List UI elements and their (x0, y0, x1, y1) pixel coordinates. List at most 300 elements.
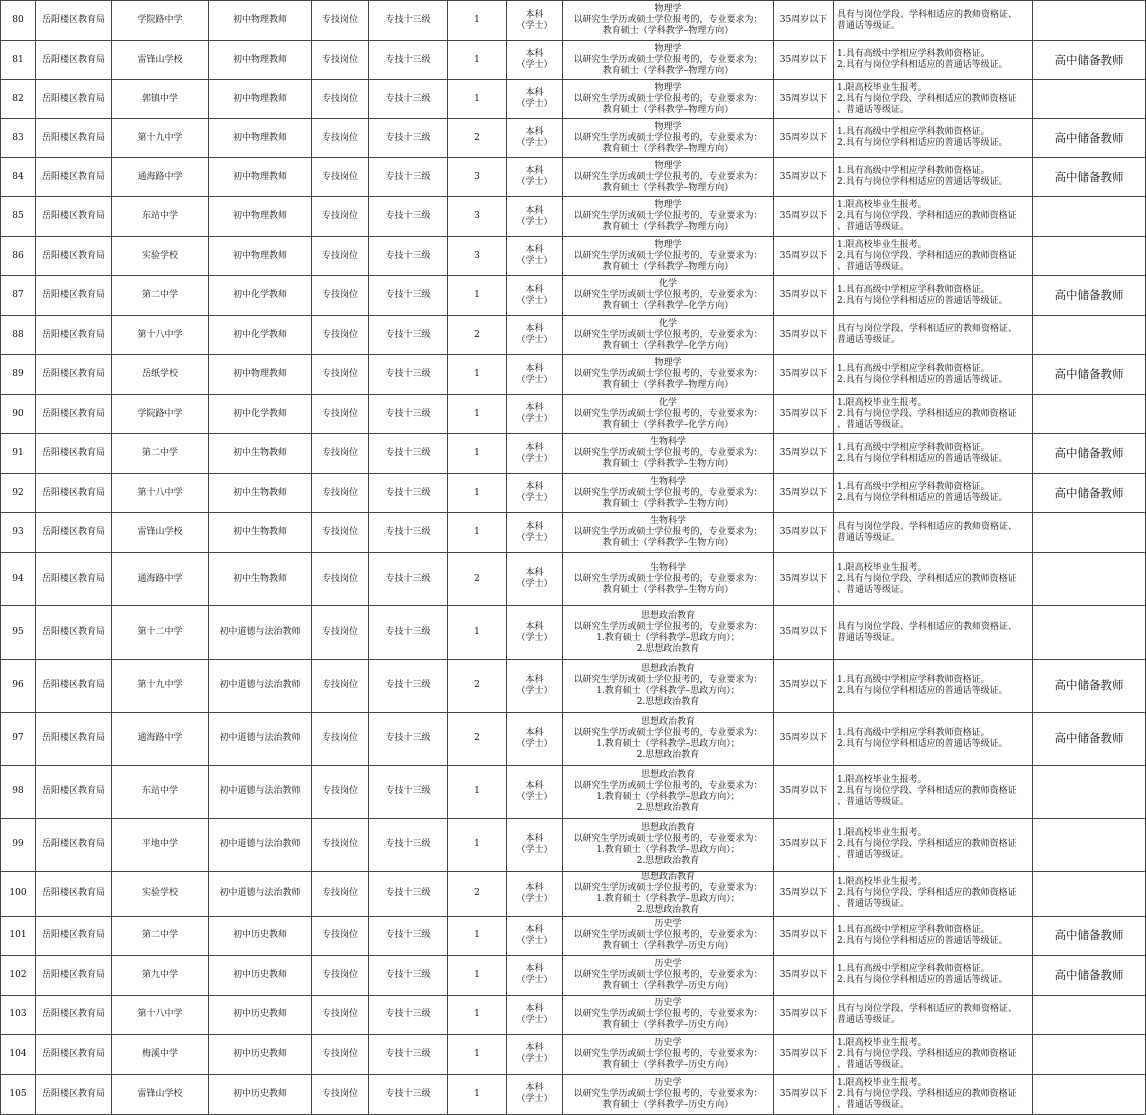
cell-note (1033, 316, 1146, 355)
cell-count: 2 (448, 316, 507, 355)
cell-age: 35周岁以下 (774, 513, 834, 553)
cell-note: 高中储备教师 (1033, 355, 1146, 395)
cell-requirements: 具有与岗位学段、学科相适应的教师资格证、 普通话等级证。 (834, 995, 1033, 1034)
cell-no: 80 (1, 1, 36, 41)
cell-department: 岳阳楼区教育局 (36, 1034, 112, 1074)
cell-major: 物理学 以研究生学历或硕士学位报考的，专业要求为： 教育硕士（学科教学–物理方向） (563, 237, 774, 276)
cell-no: 104 (1, 1034, 36, 1074)
cell-requirements: 1.限高校毕业生报考。 2.具有与岗位学段、学科相适应的教师资格证 、普通话等级证。 (834, 80, 1033, 119)
cell-age: 35周岁以下 (774, 712, 834, 765)
cell-department: 岳阳楼区教育局 (36, 712, 112, 765)
table-row (1, 765, 1146, 818)
cell-post-type: 专技岗位 (312, 395, 369, 434)
table-row (1, 1, 1146, 41)
cell-position: 初中道德与法治教师 (209, 606, 312, 659)
cell-department: 岳阳楼区教育局 (36, 474, 112, 513)
cell-age: 35周岁以下 (774, 1, 834, 41)
cell-position: 初中道德与法治教师 (209, 659, 312, 712)
cell-post-level: 专技十三级 (369, 355, 448, 395)
cell-count: 1 (448, 1034, 507, 1074)
cell-note (1033, 197, 1146, 237)
cell-education: 本科 （学士） (507, 995, 563, 1034)
cell-position: 初中物理教师 (209, 80, 312, 119)
cell-major: 历史学 以研究生学历或硕士学位报考的，专业要求为： 教育硕士（学科教学–历史方向） (563, 995, 774, 1034)
cell-requirements: 1.具有高级中学相应学科教师资格证。 2.具有与岗位学科相适应的普通话等级证。 (834, 276, 1033, 316)
cell-no: 84 (1, 158, 36, 197)
cell-no: 99 (1, 818, 36, 871)
cell-post-level: 专技十三级 (369, 197, 448, 237)
cell-school: 第十九中学 (112, 119, 209, 158)
table-row (1, 818, 1146, 871)
cell-post-type: 专技岗位 (312, 237, 369, 276)
cell-post-level: 专技十三级 (369, 606, 448, 659)
cell-position: 初中道德与法治教师 (209, 818, 312, 871)
cell-school: 第十二中学 (112, 606, 209, 659)
cell-no: 101 (1, 916, 36, 955)
cell-requirements: 1.具有高级中学相应学科教师资格证。 2.具有与岗位学科相适应的普通话等级证。 (834, 41, 1033, 80)
cell-post-type: 专技岗位 (312, 1, 369, 41)
cell-position: 初中生物教师 (209, 474, 312, 513)
cell-count: 1 (448, 765, 507, 818)
cell-note: 高中储备教师 (1033, 158, 1146, 197)
cell-no: 103 (1, 995, 36, 1034)
cell-department: 岳阳楼区教育局 (36, 1074, 112, 1114)
cell-position: 初中生物教师 (209, 434, 312, 474)
cell-major: 物理学 以研究生学历或硕士学位报考的，专业要求为： 教育硕士（学科教学–物理方向） (563, 197, 774, 237)
cell-no: 91 (1, 434, 36, 474)
cell-education: 本科 （学士） (507, 606, 563, 659)
cell-post-type: 专技岗位 (312, 712, 369, 765)
cell-school: 东站中学 (112, 765, 209, 818)
cell-position: 初中道德与法治教师 (209, 871, 312, 916)
cell-department: 岳阳楼区教育局 (36, 553, 112, 606)
cell-post-level: 专技十三级 (369, 995, 448, 1034)
cell-note (1033, 871, 1146, 916)
cell-major: 思想政治教育 以研究生学历或硕士学位报考的，专业要求为： 1.教育硕士（学科教学–思政方向）； 2.思想政治教育 (563, 818, 774, 871)
cell-position: 初中历史教师 (209, 1034, 312, 1074)
cell-age: 35周岁以下 (774, 316, 834, 355)
cell-no: 93 (1, 513, 36, 553)
cell-no: 82 (1, 80, 36, 119)
cell-age: 35周岁以下 (774, 871, 834, 916)
cell-education: 本科 （学士） (507, 276, 563, 316)
cell-post-level: 专技十三级 (369, 1, 448, 41)
cell-count: 1 (448, 355, 507, 395)
cell-position: 初中历史教师 (209, 916, 312, 955)
cell-post-type: 专技岗位 (312, 513, 369, 553)
cell-education: 本科 （学士） (507, 197, 563, 237)
cell-position: 初中化学教师 (209, 316, 312, 355)
cell-post-type: 专技岗位 (312, 553, 369, 606)
cell-requirements: 1.具有高级中学相应学科教师资格证。 2.具有与岗位学科相适应的普通话等级证。 (834, 916, 1033, 955)
cell-note: 高中储备教师 (1033, 41, 1146, 80)
cell-note: 高中储备教师 (1033, 659, 1146, 712)
table-row (1, 197, 1146, 237)
cell-post-level: 专技十三级 (369, 1074, 448, 1114)
cell-requirements: 1.限高校毕业生报考。 2.具有与岗位学段、学科相适应的教师资格证 、普通话等级证。 (834, 553, 1033, 606)
cell-major: 物理学 以研究生学历或硕士学位报考的，专业要求为： 教育硕士（学科教学–物理方向） (563, 41, 774, 80)
cell-department: 岳阳楼区教育局 (36, 513, 112, 553)
cell-major: 历史学 以研究生学历或硕士学位报考的，专业要求为： 教育硕士（学科教学–历史方向） (563, 955, 774, 995)
table-row (1, 395, 1146, 434)
cell-age: 35周岁以下 (774, 955, 834, 995)
cell-major: 历史学 以研究生学历或硕士学位报考的，专业要求为： 教育硕士（学科教学–历史方向） (563, 916, 774, 955)
cell-school: 东站中学 (112, 197, 209, 237)
cell-major: 思想政治教育 以研究生学历或硕士学位报考的，专业要求为： 1.教育硕士（学科教学–思政方向）； 2.思想政治教育 (563, 765, 774, 818)
table-row (1, 871, 1146, 916)
cell-education: 本科 （学士） (507, 41, 563, 80)
cell-note (1033, 80, 1146, 119)
cell-major: 化学 以研究生学历或硕士学位报考的，专业要求为： 教育硕士（学科教学–化学方向） (563, 395, 774, 434)
cell-no: 105 (1, 1074, 36, 1114)
cell-age: 35周岁以下 (774, 606, 834, 659)
cell-post-level: 专技十三级 (369, 916, 448, 955)
cell-position: 初中化学教师 (209, 276, 312, 316)
cell-post-level: 专技十三级 (369, 1034, 448, 1074)
cell-position: 初中物理教师 (209, 237, 312, 276)
cell-major: 思想政治教育 以研究生学历或硕士学位报考的，专业要求为： 1.教育硕士（学科教学–思政方向）； 2.思想政治教育 (563, 871, 774, 916)
table-row (1, 355, 1146, 395)
cell-count: 1 (448, 395, 507, 434)
cell-count: 3 (448, 158, 507, 197)
cell-department: 岳阳楼区教育局 (36, 955, 112, 995)
cell-education: 本科 （学士） (507, 474, 563, 513)
cell-age: 35周岁以下 (774, 474, 834, 513)
cell-school: 学院路中学 (112, 1, 209, 41)
cell-department: 岳阳楼区教育局 (36, 237, 112, 276)
cell-requirements: 1.限高校毕业生报考。 2.具有与岗位学段、学科相适应的教师资格证 、普通话等级证。 (834, 237, 1033, 276)
cell-no: 98 (1, 765, 36, 818)
cell-post-type: 专技岗位 (312, 158, 369, 197)
cell-major: 化学 以研究生学历或硕士学位报考的，专业要求为： 教育硕士（学科教学–化学方向） (563, 276, 774, 316)
cell-requirements: 1.具有高级中学相应学科教师资格证。 2.具有与岗位学科相适应的普通话等级证。 (834, 712, 1033, 765)
cell-post-level: 专技十三级 (369, 158, 448, 197)
cell-major: 思想政治教育 以研究生学历或硕士学位报考的，专业要求为： 1.教育硕士（学科教学–思政方向）； 2.思想政治教育 (563, 712, 774, 765)
cell-education: 本科 （学士） (507, 553, 563, 606)
cell-note: 高中储备教师 (1033, 474, 1146, 513)
cell-note (1033, 1074, 1146, 1114)
cell-note (1033, 818, 1146, 871)
table-row (1, 41, 1146, 80)
cell-count: 2 (448, 712, 507, 765)
cell-age: 35周岁以下 (774, 119, 834, 158)
cell-post-level: 专技十三级 (369, 276, 448, 316)
cell-post-level: 专技十三级 (369, 871, 448, 916)
cell-count: 1 (448, 606, 507, 659)
cell-education: 本科 （学士） (507, 712, 563, 765)
cell-no: 92 (1, 474, 36, 513)
cell-post-type: 专技岗位 (312, 197, 369, 237)
table-row (1, 80, 1146, 119)
cell-post-level: 专技十三级 (369, 474, 448, 513)
cell-post-type: 专技岗位 (312, 995, 369, 1034)
cell-post-type: 专技岗位 (312, 818, 369, 871)
cell-department: 岳阳楼区教育局 (36, 276, 112, 316)
cell-post-level: 专技十三级 (369, 119, 448, 158)
cell-age: 35周岁以下 (774, 434, 834, 474)
cell-no: 88 (1, 316, 36, 355)
cell-age: 35周岁以下 (774, 355, 834, 395)
cell-school: 雷锋山学校 (112, 1074, 209, 1114)
cell-no: 86 (1, 237, 36, 276)
cell-age: 35周岁以下 (774, 818, 834, 871)
table-row (1, 237, 1146, 276)
cell-position: 初中物理教师 (209, 158, 312, 197)
cell-age: 35周岁以下 (774, 1034, 834, 1074)
cell-school: 雷锋山学校 (112, 41, 209, 80)
cell-note: 高中储备教师 (1033, 916, 1146, 955)
cell-count: 1 (448, 818, 507, 871)
cell-note: 高中储备教师 (1033, 276, 1146, 316)
cell-education: 本科 （学士） (507, 871, 563, 916)
cell-post-level: 专技十三级 (369, 237, 448, 276)
cell-requirements: 具有与岗位学段、学科相适应的教师资格证、 普通话等级证。 (834, 513, 1033, 553)
cell-requirements: 1.具有高级中学相应学科教师资格证。 2.具有与岗位学科相适应的普通话等级证。 (834, 158, 1033, 197)
cell-no: 83 (1, 119, 36, 158)
cell-no: 95 (1, 606, 36, 659)
table-row (1, 916, 1146, 955)
cell-requirements: 1.限高校毕业生报考。 2.具有与岗位学段、学科相适应的教师资格证 、普通话等级证。 (834, 197, 1033, 237)
cell-post-type: 专技岗位 (312, 80, 369, 119)
table-row (1, 513, 1146, 553)
cell-school: 通海路中学 (112, 712, 209, 765)
cell-count: 2 (448, 871, 507, 916)
cell-age: 35周岁以下 (774, 41, 834, 80)
cell-count: 1 (448, 474, 507, 513)
cell-post-type: 专技岗位 (312, 916, 369, 955)
cell-school: 梅溪中学 (112, 1034, 209, 1074)
cell-school: 第十八中学 (112, 316, 209, 355)
cell-post-type: 专技岗位 (312, 765, 369, 818)
cell-department: 岳阳楼区教育局 (36, 995, 112, 1034)
cell-note (1033, 1, 1146, 41)
cell-post-level: 专技十三级 (369, 316, 448, 355)
cell-count: 1 (448, 513, 507, 553)
cell-post-level: 专技十三级 (369, 712, 448, 765)
cell-major: 生物科学 以研究生学历或硕士学位报考的，专业要求为： 教育硕士（学科教学–生物方向） (563, 553, 774, 606)
cell-position: 初中历史教师 (209, 955, 312, 995)
cell-count: 1 (448, 276, 507, 316)
table-row (1, 474, 1146, 513)
cell-department: 岳阳楼区教育局 (36, 395, 112, 434)
cell-school: 学院路中学 (112, 395, 209, 434)
cell-post-type: 专技岗位 (312, 955, 369, 995)
cell-major: 物理学 以研究生学历或硕士学位报考的，专业要求为： 教育硕士（学科教学–物理方向） (563, 355, 774, 395)
cell-position: 初中历史教师 (209, 1074, 312, 1114)
cell-age: 35周岁以下 (774, 1074, 834, 1114)
cell-major: 物理学 以研究生学历或硕士学位报考的，专业要求为： 教育硕士（学科教学–物理方向） (563, 158, 774, 197)
cell-school: 第九中学 (112, 955, 209, 995)
cell-requirements: 1.具有高级中学相应学科教师资格证。 2.具有与岗位学科相适应的普通话等级证。 (834, 955, 1033, 995)
cell-school: 雷锋山学校 (112, 513, 209, 553)
cell-school: 通海路中学 (112, 553, 209, 606)
cell-note: 高中储备教师 (1033, 119, 1146, 158)
cell-department: 岳阳楼区教育局 (36, 197, 112, 237)
cell-requirements: 1.具有高级中学相应学科教师资格证。 2.具有与岗位学科相适应的普通话等级证。 (834, 434, 1033, 474)
cell-note: 高中储备教师 (1033, 712, 1146, 765)
cell-major: 思想政治教育 以研究生学历或硕士学位报考的，专业要求为： 1.教育硕士（学科教学–思政方向）； 2.思想政治教育 (563, 606, 774, 659)
cell-school: 第二中学 (112, 276, 209, 316)
cell-requirements: 1.具有高级中学相应学科教师资格证。 2.具有与岗位学科相适应的普通话等级证。 (834, 355, 1033, 395)
cell-no: 100 (1, 871, 36, 916)
table-row (1, 119, 1146, 158)
cell-major: 思想政治教育 以研究生学历或硕士学位报考的，专业要求为： 1.教育硕士（学科教学–思政方向）； 2.思想政治教育 (563, 659, 774, 712)
cell-education: 本科 （学士） (507, 955, 563, 995)
cell-position: 初中道德与法治教师 (209, 712, 312, 765)
cell-major: 历史学 以研究生学历或硕士学位报考的，专业要求为： 教育硕士（学科教学–历史方向） (563, 1074, 774, 1114)
cell-count: 1 (448, 995, 507, 1034)
cell-education: 本科 （学士） (507, 395, 563, 434)
cell-requirements: 1.具有高级中学相应学科教师资格证。 2.具有与岗位学科相适应的普通话等级证。 (834, 119, 1033, 158)
cell-department: 岳阳楼区教育局 (36, 1, 112, 41)
cell-requirements: 1.限高校毕业生报考。 2.具有与岗位学段、学科相适应的教师资格证 、普通话等级证。 (834, 871, 1033, 916)
cell-post-type: 专技岗位 (312, 474, 369, 513)
table-row (1, 1034, 1146, 1074)
cell-school: 第十九中学 (112, 659, 209, 712)
cell-post-type: 专技岗位 (312, 871, 369, 916)
cell-post-level: 专技十三级 (369, 765, 448, 818)
cell-post-level: 专技十三级 (369, 955, 448, 995)
cell-count: 2 (448, 119, 507, 158)
cell-no: 81 (1, 41, 36, 80)
cell-department: 岳阳楼区教育局 (36, 916, 112, 955)
cell-age: 35周岁以下 (774, 197, 834, 237)
cell-count: 3 (448, 237, 507, 276)
cell-department: 岳阳楼区教育局 (36, 434, 112, 474)
cell-education: 本科 （学士） (507, 434, 563, 474)
cell-education: 本科 （学士） (507, 355, 563, 395)
cell-major: 物理学 以研究生学历或硕士学位报考的，专业要求为： 教育硕士（学科教学–物理方向） (563, 1, 774, 41)
table-row (1, 276, 1146, 316)
table-row (1, 553, 1146, 606)
cell-note (1033, 1034, 1146, 1074)
cell-requirements: 1.限高校毕业生报考。 2.具有与岗位学段、学科相适应的教师资格证 、普通话等级证。 (834, 1034, 1033, 1074)
cell-note: 高中储备教师 (1033, 434, 1146, 474)
cell-position: 初中物理教师 (209, 119, 312, 158)
cell-note (1033, 606, 1146, 659)
cell-department: 岳阳楼区教育局 (36, 818, 112, 871)
cell-department: 岳阳楼区教育局 (36, 765, 112, 818)
cell-major: 生物科学 以研究生学历或硕士学位报考的，专业要求为： 教育硕士（学科教学–生物方向） (563, 474, 774, 513)
cell-department: 岳阳楼区教育局 (36, 158, 112, 197)
cell-education: 本科 （学士） (507, 513, 563, 553)
cell-position: 初中物理教师 (209, 41, 312, 80)
cell-education: 本科 （学士） (507, 916, 563, 955)
cell-requirements: 1.限高校毕业生报考。 2.具有与岗位学段、学科相适应的教师资格证 、普通话等级证。 (834, 818, 1033, 871)
table-row (1, 955, 1146, 995)
cell-count: 2 (448, 553, 507, 606)
cell-post-level: 专技十三级 (369, 434, 448, 474)
cell-post-type: 专技岗位 (312, 276, 369, 316)
cell-education: 本科 （学士） (507, 316, 563, 355)
table-body (1, 1, 1146, 1115)
cell-education: 本科 （学士） (507, 818, 563, 871)
cell-major: 物理学 以研究生学历或硕士学位报考的，专业要求为： 教育硕士（学科教学–物理方向） (563, 119, 774, 158)
cell-department: 岳阳楼区教育局 (36, 355, 112, 395)
cell-school: 实验学校 (112, 871, 209, 916)
cell-school: 平地中学 (112, 818, 209, 871)
cell-position: 初中道德与法治教师 (209, 765, 312, 818)
cell-education: 本科 （学士） (507, 659, 563, 712)
cell-position: 初中物理教师 (209, 355, 312, 395)
cell-position: 初中生物教师 (209, 513, 312, 553)
cell-count: 1 (448, 1074, 507, 1114)
cell-post-level: 专技十三级 (369, 513, 448, 553)
cell-no: 87 (1, 276, 36, 316)
cell-requirements: 1.限高校毕业生报考。 2.具有与岗位学段、学科相适应的教师资格证 、普通话等级证。 (834, 1074, 1033, 1114)
cell-department: 岳阳楼区教育局 (36, 41, 112, 80)
cell-note (1033, 513, 1146, 553)
cell-school: 第十八中学 (112, 474, 209, 513)
cell-position: 初中生物教师 (209, 553, 312, 606)
cell-major: 历史学 以研究生学历或硕士学位报考的，专业要求为： 教育硕士（学科教学–历史方向） (563, 1034, 774, 1074)
cell-count: 1 (448, 955, 507, 995)
cell-age: 35周岁以下 (774, 995, 834, 1034)
cell-post-type: 专技岗位 (312, 434, 369, 474)
cell-education: 本科 （学士） (507, 1034, 563, 1074)
cell-department: 岳阳楼区教育局 (36, 871, 112, 916)
cell-department: 岳阳楼区教育局 (36, 119, 112, 158)
cell-note: 高中储备教师 (1033, 955, 1146, 995)
cell-count: 2 (448, 659, 507, 712)
cell-education: 本科 （学士） (507, 119, 563, 158)
cell-age: 35周岁以下 (774, 659, 834, 712)
cell-position: 初中化学教师 (209, 395, 312, 434)
cell-position: 初中物理教师 (209, 197, 312, 237)
cell-education: 本科 （学士） (507, 765, 563, 818)
table-row (1, 158, 1146, 197)
cell-major: 化学 以研究生学历或硕士学位报考的，专业要求为： 教育硕士（学科教学–化学方向） (563, 316, 774, 355)
table-row (1, 434, 1146, 474)
cell-no: 85 (1, 197, 36, 237)
cell-requirements: 具有与岗位学段、学科相适应的教师资格证、 普通话等级证。 (834, 606, 1033, 659)
cell-age: 35周岁以下 (774, 158, 834, 197)
cell-no: 97 (1, 712, 36, 765)
table-row (1, 316, 1146, 355)
cell-no: 96 (1, 659, 36, 712)
cell-no: 90 (1, 395, 36, 434)
cell-age: 35周岁以下 (774, 553, 834, 606)
cell-note (1033, 765, 1146, 818)
cell-department: 岳阳楼区教育局 (36, 659, 112, 712)
table-row (1, 606, 1146, 659)
cell-post-type: 专技岗位 (312, 1034, 369, 1074)
cell-school: 第十八中学 (112, 995, 209, 1034)
cell-school: 第二中学 (112, 434, 209, 474)
cell-education: 本科 （学士） (507, 237, 563, 276)
cell-post-type: 专技岗位 (312, 606, 369, 659)
cell-post-level: 专技十三级 (369, 818, 448, 871)
cell-department: 岳阳楼区教育局 (36, 80, 112, 119)
cell-age: 35周岁以下 (774, 237, 834, 276)
table-row (1, 1074, 1146, 1114)
cell-count: 3 (448, 197, 507, 237)
cell-department: 岳阳楼区教育局 (36, 606, 112, 659)
cell-education: 本科 （学士） (507, 158, 563, 197)
cell-age: 35周岁以下 (774, 765, 834, 818)
cell-note (1033, 395, 1146, 434)
cell-post-type: 专技岗位 (312, 41, 369, 80)
cell-school: 郭镇中学 (112, 80, 209, 119)
cell-education: 本科 （学士） (507, 80, 563, 119)
cell-no: 89 (1, 355, 36, 395)
cell-no: 94 (1, 553, 36, 606)
cell-post-type: 专技岗位 (312, 119, 369, 158)
cell-major: 物理学 以研究生学历或硕士学位报考的，专业要求为： 教育硕士（学科教学–物理方向） (563, 80, 774, 119)
cell-count: 1 (448, 916, 507, 955)
cell-note (1033, 553, 1146, 606)
cell-post-level: 专技十三级 (369, 41, 448, 80)
